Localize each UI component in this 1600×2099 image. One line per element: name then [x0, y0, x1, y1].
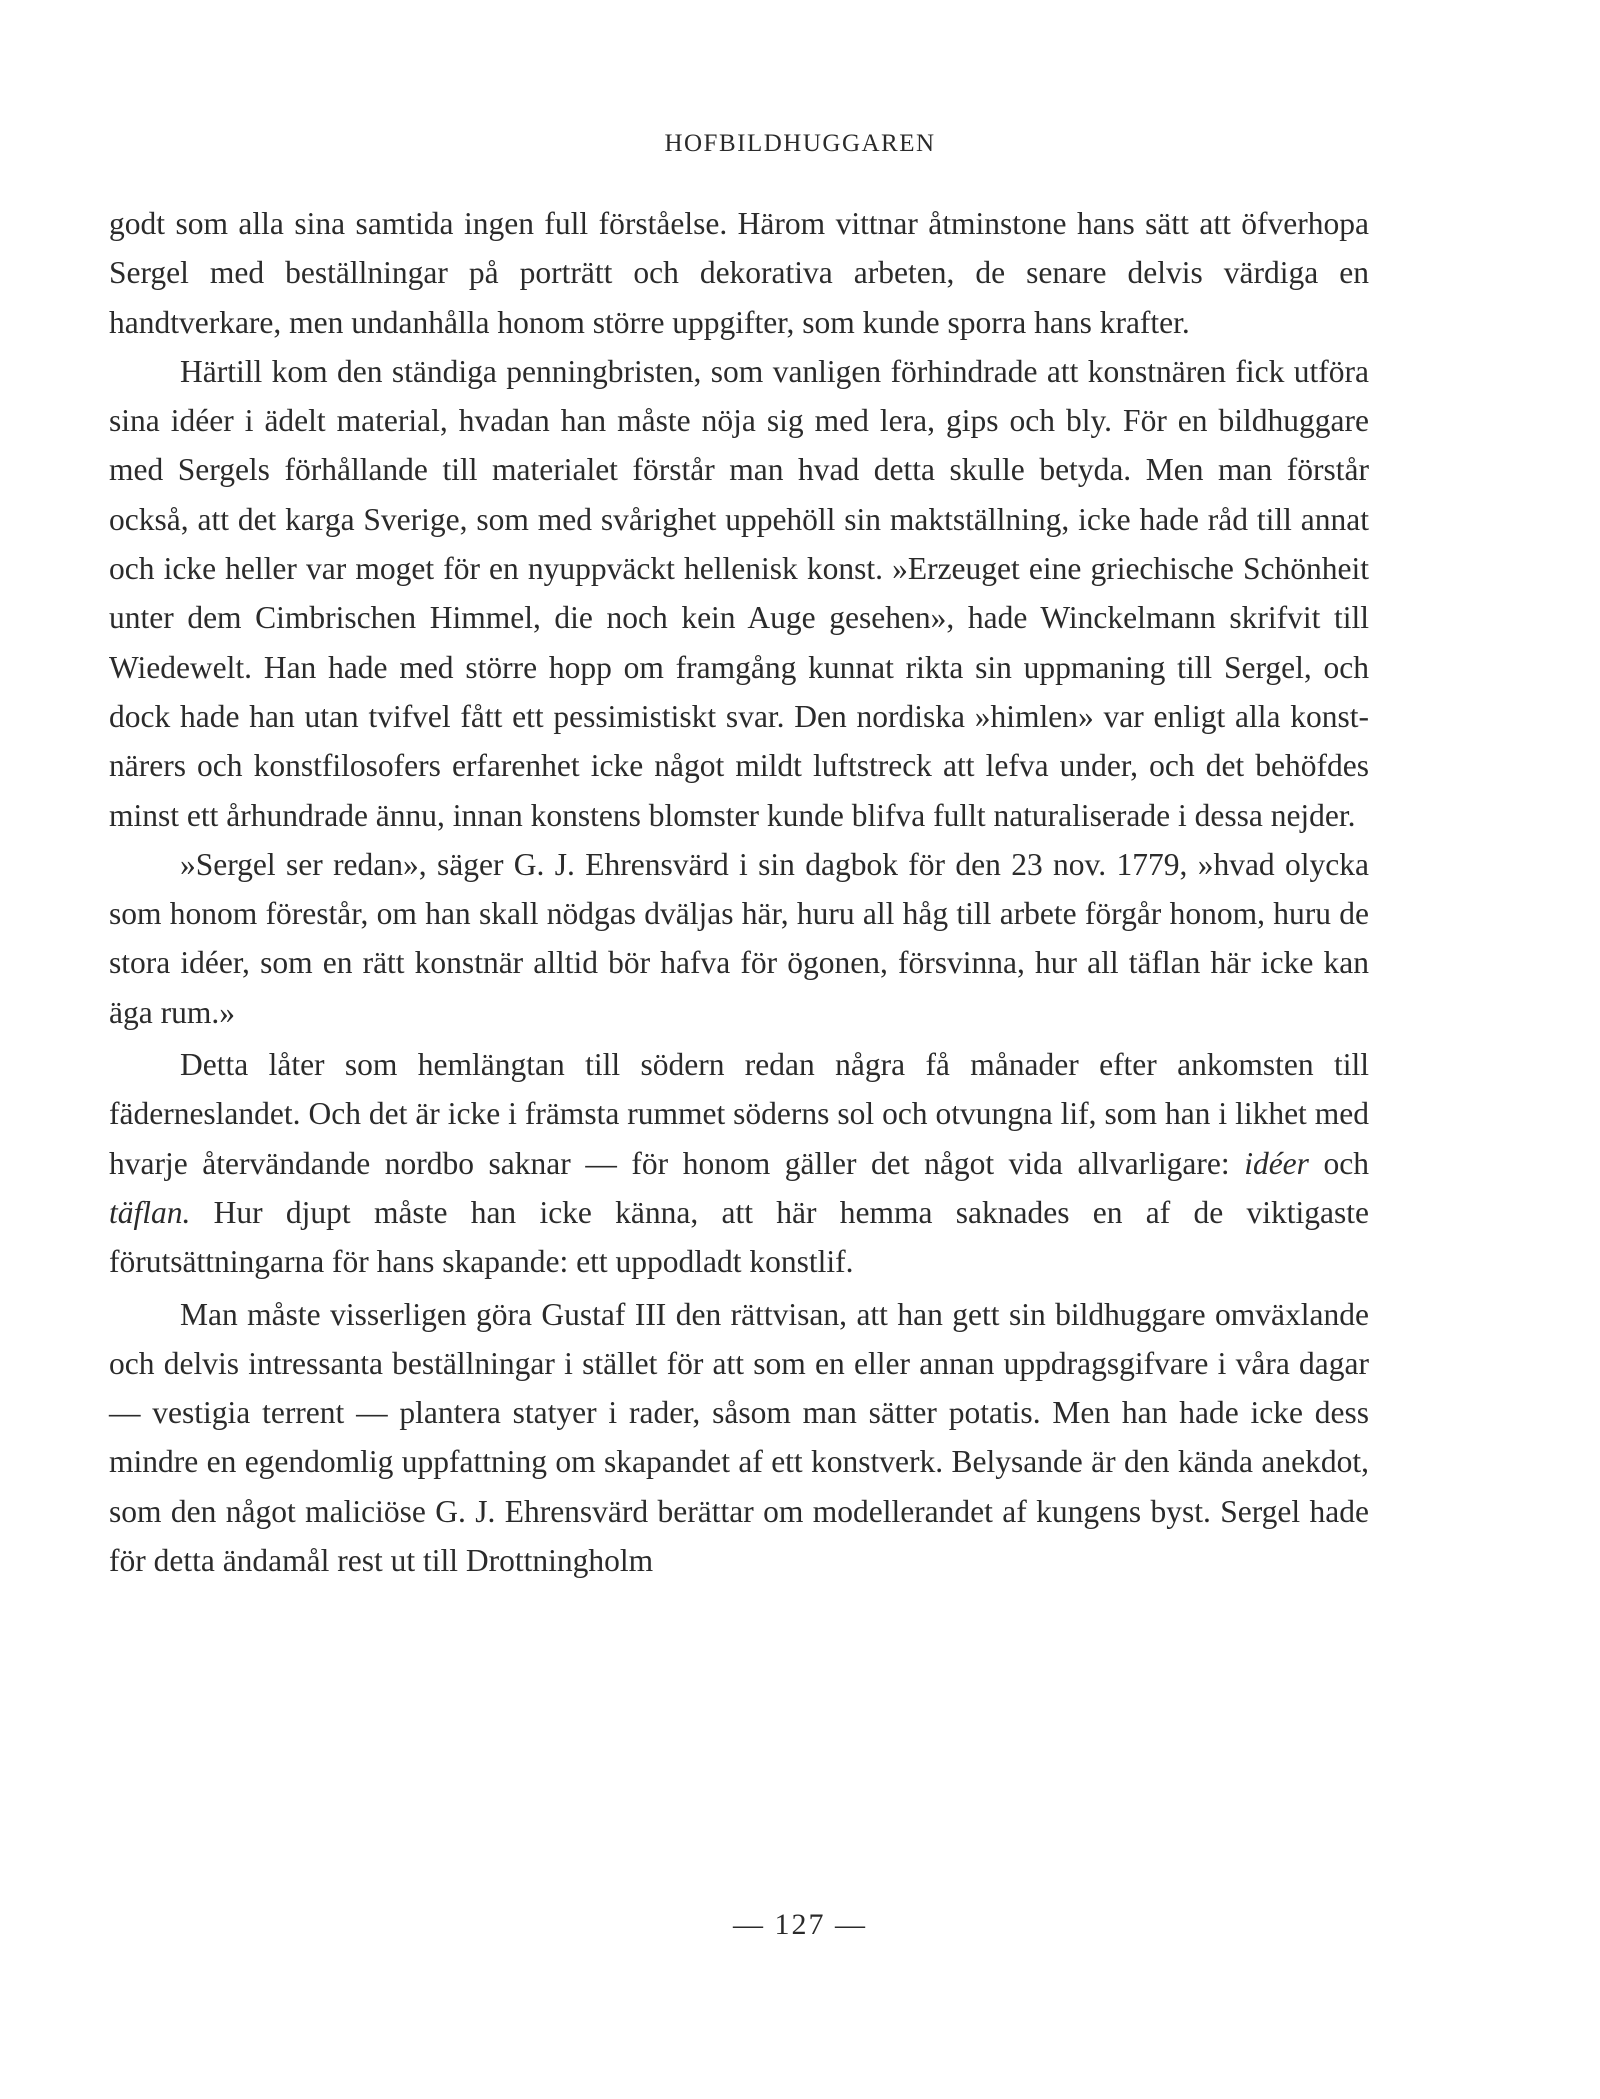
running-title: HOFBILDHUGGAREN	[664, 130, 936, 157]
paragraph-5: Man måste visserligen göra Gustaf III den rättvisan, att han gett sin bildhuggare omväxlande och delvis intressanta beställningar i stället för att som en eller annan uppdragsgifvare i våra dagar — vestigia terrent — plantera statyer i rader, såsom man sätter potatis. Men han hade icke dess mindre en egendomlig uppfattning om skapandet af ett konstverk. Belysande är den kända anekdot, som den något maliciöse G. J. Ehrensvärd berättar om modellerandet af kungens byst. Sergel hade för detta ändamål rest ut till Drottningholm	[109, 1296, 1369, 1579]
paragraph-4-text-between: och	[1308, 1145, 1369, 1181]
paragraph-1: godt som alla sina samtida ingen full förståelse. Härom vittnar åtminstone hans sätt att öfverhopa Sergel med beställningar på porträtt och dekorativa arbeten, de senare delvis värdiga en handtverkare, men undanhålla honom större uppgifter, som kunde sporra hans krafter.	[109, 206, 1369, 340]
italic-word-ideer: idéer	[1244, 1145, 1309, 1181]
paragraph-2: Härtill kom den ständiga penningbristen, som vanligen förhindrade att konstnären fick utföra sina idéer i ädelt material, hvadan han måste nöja sig med lera, gips och bly. För en bildhuggare med Sergels förhållande till materialet förstår man hvad detta skulle betyda. Men man förstår också, att det karga Sverige, som med svårighet uppehöll sin maktställning, icke hade råd till annat och icke heller var moget för en nyuppväckt hellenisk konst. »Erzeuget eine griechische Schönheit unter dem Cimbrischen Himmel, die noch kein Auge gesehen», hade Winckelmann skrifvit till Wiedewelt. Han hade med större hopp om framgång kunnat rikta sin uppmaning till Sergel, och dock hade han utan tvifvel fått ett pessimistiskt svar. Den nordiska »himlen» var enligt alla konstnärers och konstfilosofers erfarenhet icke något mildt luftstreck att lefva under, och det behöfdes minst ett århundrade ännu, innan konstens blomster kunde blifva fullt naturaliserade i dessa nejder.	[109, 353, 1369, 833]
paragraph-3: »Sergel ser redan», säger G. J. Ehrensvärd i sin dagbok för den 23 nov. 1779, »hvad olycka som honom förestår, om han skall nödgas dväljas här, huru all håg till arbete förgår honom, huru de stora idéer, som en rätt konstnär alltid bör hafva för ögonen, försvinna, hur all täflan här icke kan äga rum.»	[109, 846, 1369, 1030]
paragraph-4	[109, 1040, 1369, 1286]
body-text	[109, 199, 1369, 1585]
italic-word-taflan: täflan.	[109, 1194, 191, 1230]
page-number: — 127 —	[733, 1908, 867, 1941]
paragraph-4-text-after: Hur djupt måste han icke känna, att här hemma saknades en af de viktigaste förutsättningarna för hans skapande: ett uppodladt konstlif.	[109, 1194, 1369, 1280]
paragraph-4-text-before: Detta låter som hemlängtan till södern redan några få månader efter ankomsten till fäderneslandet. Och det är icke i främsta rummet söderns sol och otvungna lif, som han i likhet med hvarje återvändande nordbo saknar — för honom gäller det något vida allvarligare:	[109, 1047, 1369, 1181]
